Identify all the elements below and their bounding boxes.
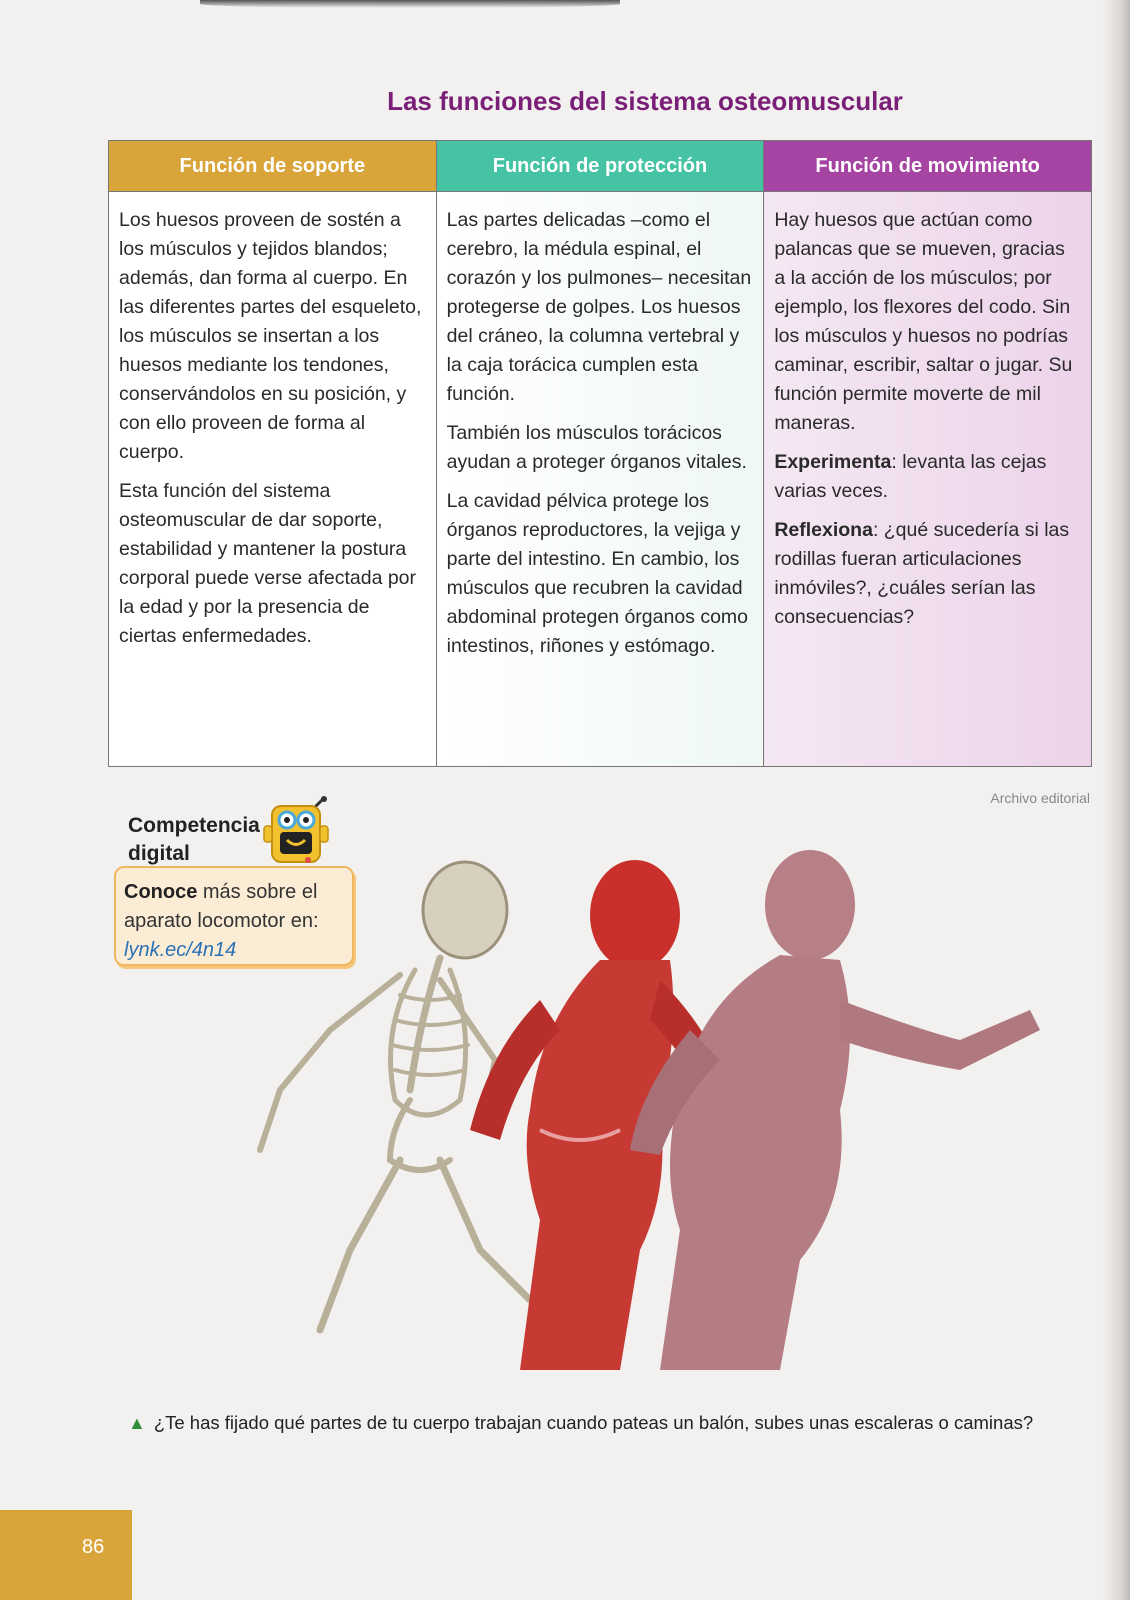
experimenta-text: : levanta las cejas varias veces. bbox=[774, 451, 1047, 502]
cell-proteccion bbox=[436, 192, 764, 767]
header-proteccion: Función de protección bbox=[436, 141, 764, 192]
proteccion-paragraph: La cavidad pélvica protege los órganos reproductores, la vejiga y parte del intestino. En cambio, los músculos que recubren la cavidad abdominal protegen órganos como intestinos, riñones y estómago. bbox=[446, 490, 749, 657]
conoce-label: Conoce bbox=[124, 881, 198, 903]
running-figures-illustration bbox=[240, 830, 1060, 1390]
proteccion-paragraph: También los músculos torácicos ayudan a proteger órganos vitales. bbox=[446, 422, 747, 473]
cell-soporte bbox=[109, 192, 437, 767]
reflexiona-text: : ¿qué sucedería si las rodillas fueran articulaciones inmóviles?, ¿cuáles serían las consecuencias? bbox=[774, 519, 1070, 628]
page-title: Las funciones del sistema osteomuscular bbox=[387, 86, 903, 116]
cell-movimiento bbox=[764, 192, 1092, 767]
reflexiona-paragraph bbox=[774, 516, 1081, 632]
page-number-tab bbox=[0, 1510, 132, 1600]
figure-caption bbox=[128, 1412, 1048, 1434]
soporte-paragraph: Esta función del sistema osteomuscular de dar soporte, estabilidad y mantener la postura corporal puede verse afectada por la edad y por la presencia de ciertas enfermedades. bbox=[119, 480, 417, 647]
competencia-label-line1: Competencia bbox=[128, 814, 260, 837]
page-top-shadow bbox=[200, 0, 620, 8]
competencia-digital-label bbox=[128, 812, 258, 868]
competencia-label-line2: digital bbox=[128, 842, 190, 865]
lynk-link[interactable]: lynk.ec/4n14 bbox=[124, 939, 237, 961]
skin-figure bbox=[630, 850, 1040, 1370]
experimenta-label: Experimenta bbox=[774, 451, 892, 473]
page-number: 86 bbox=[82, 1536, 105, 1558]
image-credit: Archivo editorial bbox=[990, 790, 1090, 806]
experimenta-paragraph bbox=[774, 448, 1081, 506]
reflexiona-label: Reflexiona bbox=[774, 519, 873, 541]
proteccion-paragraph: Las partes delicadas –como el cerebro, la médula espinal, el corazón y los pulmones– necesitan protegerse de golpes. Los huesos del cráneo, la columna vertebral y la caja torácica cumplen esta función. bbox=[446, 209, 752, 405]
caption-text: ¿Te has fijado qué partes de tu cuerpo trabajan cuando pateas un balón, subes unas escaleras o caminas? bbox=[153, 1412, 1034, 1433]
conoce-text: más sobre el aparato locomotor en: bbox=[124, 881, 319, 932]
header-soporte: Función de soporte bbox=[109, 141, 437, 192]
triangle-icon: ▲ bbox=[128, 1413, 146, 1433]
movimiento-paragraph: Hay huesos que actúan como palancas que se mueven, gracias a la acción de los músculos; por ejemplo, los flexores del codo. Sin los músculos y huesos no podrías caminar, escribir, saltar o jugar. Su función permite moverte de mil maneras. bbox=[774, 209, 1073, 434]
functions-table bbox=[108, 140, 1092, 767]
soporte-paragraph: Los huesos proveen de sostén a los músculos y tejidos blandos; además, dan forma al cuerpo. En las diferentes partes del esqueleto, los músculos se insertan a los huesos mediante los tendones, conservándolos en su posición, y con ello proveen de forma al cuerpo. bbox=[119, 209, 422, 463]
page-binding-edge bbox=[1102, 0, 1130, 1600]
header-movimiento: Función de movimiento bbox=[764, 141, 1092, 192]
